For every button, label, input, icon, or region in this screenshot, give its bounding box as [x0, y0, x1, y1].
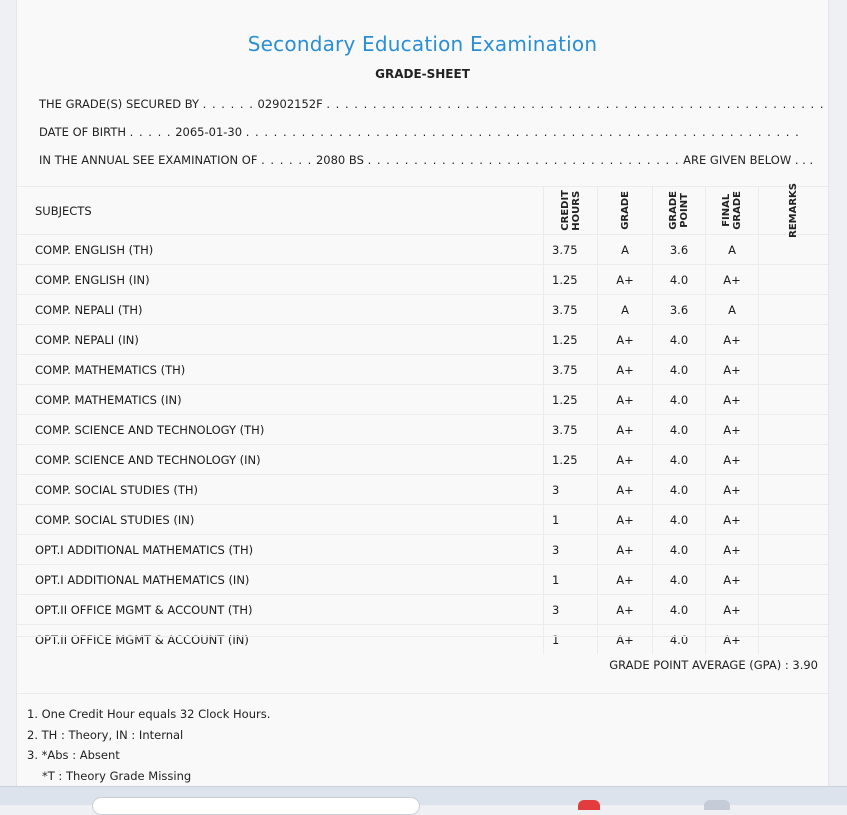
header-final-grade-line1: FINAL — [721, 193, 732, 228]
final-grade-cell: A+ — [705, 265, 758, 294]
table-row — [17, 594, 828, 624]
table-row — [17, 264, 828, 294]
grade-cell: A+ — [597, 565, 652, 594]
final-grade-cell: A+ — [705, 385, 758, 414]
grade-cell: A+ — [597, 355, 652, 384]
notes — [27, 704, 270, 786]
credit-hours-cell: 3 — [543, 475, 597, 504]
dots: . . . . . . — [261, 153, 313, 167]
credit-hours-cell: 3.75 — [543, 415, 597, 444]
gpa-label: GRADE POINT AVERAGE (GPA) : — [609, 658, 789, 672]
final-grade-cell: A+ — [705, 565, 758, 594]
exam-label: IN THE ANNUAL SEE EXAMINATION OF — [39, 153, 258, 167]
final-grade-cell: A+ — [705, 355, 758, 384]
credit-hours-cell: 1.25 — [543, 445, 597, 474]
page-title: Secondary Education Examination — [247, 32, 598, 56]
final-grade-cell: A+ — [705, 445, 758, 474]
grade-cell: A+ — [597, 595, 652, 624]
credit-hours-cell: 3.75 — [543, 295, 597, 324]
subject-cell: OPT.I ADDITIONAL MATHEMATICS (TH) — [35, 542, 254, 557]
remarks-cell — [758, 385, 827, 414]
header-credit-hours-cell — [543, 187, 597, 234]
subject-cell: COMP. NEPALI (TH) — [35, 302, 143, 317]
grade-point-cell: 4.0 — [652, 265, 705, 294]
header-final-grade-cell — [705, 187, 758, 234]
table-row — [17, 354, 828, 384]
remarks-cell — [758, 475, 827, 504]
table-row — [17, 624, 828, 654]
gpa-line — [609, 658, 818, 672]
credit-hours-cell: 1 — [543, 505, 597, 534]
subject-cell: OPT.II OFFICE MGMT & ACCOUNT (IN) — [35, 632, 249, 647]
divider — [17, 693, 828, 694]
remarks-cell — [758, 325, 827, 354]
table-row — [17, 564, 828, 594]
credit-hours-cell: 3.75 — [543, 235, 597, 264]
credit-hours-cell: 3.75 — [543, 355, 597, 384]
header-remarks: REMARKS — [787, 183, 799, 238]
info-exam — [39, 153, 813, 167]
grade-point-cell: 4.0 — [652, 355, 705, 384]
browser-bottom-bar — [0, 786, 847, 805]
grade-cell: A+ — [597, 265, 652, 294]
grade-point-cell: 4.0 — [652, 385, 705, 414]
final-grade-cell: A+ — [705, 475, 758, 504]
grade-point-cell: 4.0 — [652, 505, 705, 534]
grade-point-cell: 4.0 — [652, 535, 705, 564]
grade-point-cell: 4.0 — [652, 445, 705, 474]
exam-value: 2080 BS — [315, 153, 364, 167]
grade-cell: A+ — [597, 505, 652, 534]
header-grade-point-line2: POINT — [679, 193, 690, 228]
table-row — [17, 294, 828, 324]
grade-cell: A — [597, 295, 652, 324]
note-item: *T : Theory Grade Missing — [42, 768, 192, 783]
remarks-cell — [758, 415, 827, 444]
final-grade-cell: A+ — [705, 505, 758, 534]
header-grade-point-cell — [652, 187, 705, 234]
dots: . . . . . . . . . . . . . . . . . . . . . . . . . . . . . . . . . . . . . . . . . . . . . . . . . . . . . . . . . . . . — [245, 125, 800, 139]
table-row — [17, 474, 828, 504]
header-subjects: SUBJECTS — [35, 203, 92, 218]
info-dob — [39, 125, 800, 139]
grade-cell: A+ — [597, 385, 652, 414]
grade-point-cell: 4.0 — [652, 475, 705, 504]
subject-cell: COMP. ENGLISH (IN) — [35, 272, 150, 287]
remarks-cell — [758, 625, 827, 654]
exam-suffix: ARE GIVEN BELOW . . . — [683, 153, 814, 167]
header-credit-hours — [560, 190, 582, 231]
remarks-cell — [758, 505, 827, 534]
subject-cell: OPT.II OFFICE MGMT & ACCOUNT (TH) — [35, 602, 253, 617]
subject-cell: COMP. ENGLISH (TH) — [35, 242, 154, 257]
remarks-cell — [758, 535, 827, 564]
dots: . . . . . . — [202, 97, 254, 111]
final-grade-cell: A — [705, 295, 758, 324]
grade-sheet — [16, 0, 829, 786]
credit-hours-cell: 1 — [543, 565, 597, 594]
final-grade-cell: A+ — [705, 535, 758, 564]
header-grade-point — [668, 191, 690, 230]
remarks-cell — [758, 595, 827, 624]
header-credit-hours-line1: CREDIT — [559, 190, 571, 231]
dots: . . . . . — [129, 125, 172, 139]
dob-value: 2065-01-30 — [175, 125, 243, 139]
subject-cell: COMP. MATHEMATICS (TH) — [35, 362, 186, 377]
header-grade: GRADE — [619, 191, 631, 230]
subject-cell: COMP. MATHEMATICS (IN) — [35, 392, 182, 407]
secured-by-value: 02902152F — [257, 97, 323, 111]
credit-hours-cell: 1.25 — [543, 325, 597, 354]
secured-by-label: THE GRADE(S) SECURED BY — [39, 97, 200, 111]
dob-label: DATE OF BIRTH — [39, 125, 127, 139]
taskbar-search-box[interactable] — [92, 797, 420, 815]
final-grade-cell: A+ — [705, 595, 758, 624]
credit-hours-cell: 3 — [543, 595, 597, 624]
remarks-cell — [758, 355, 827, 384]
credit-hours-cell: 1 — [543, 625, 597, 654]
note-item: 2. TH : Theory, IN : Internal — [27, 727, 184, 742]
table-row — [17, 534, 828, 564]
grade-cell: A+ — [597, 415, 652, 444]
grade-cell: A+ — [597, 445, 652, 474]
info-secured-by — [39, 97, 825, 111]
grade-point-cell: 3.6 — [652, 295, 705, 324]
remarks-cell — [758, 265, 827, 294]
table-row — [17, 324, 828, 354]
grade-point-cell: 4.0 — [652, 325, 705, 354]
remarks-cell — [758, 445, 827, 474]
dots: . . . . . . . . . . . . . . . . . . . . . . . . . . . . . . . . . . . . . . . . . . . . . . . . . . . . . . — [326, 97, 825, 111]
grades-table — [17, 183, 828, 654]
gpa-value: 3.90 — [792, 658, 818, 672]
subject-cell: OPT.I ADDITIONAL MATHEMATICS (IN) — [35, 572, 250, 587]
subject-cell: COMP. SOCIAL STUDIES (IN) — [35, 512, 195, 527]
subject-cell: COMP. SOCIAL STUDIES (TH) — [35, 482, 199, 497]
note-item: 3. *Abs : Absent — [27, 748, 120, 762]
taskbar-app-icon[interactable] — [704, 800, 730, 810]
header-grade-cell — [597, 187, 652, 234]
table-row — [17, 414, 828, 444]
grade-cell: A+ — [597, 325, 652, 354]
grade-point-cell: 4.0 — [652, 595, 705, 624]
header-grade-point-line1: GRADE — [668, 191, 679, 230]
header-credit-hours-line2: HOURS — [570, 190, 582, 231]
header-final-grade — [721, 191, 743, 230]
subject-cell: COMP. SCIENCE AND TECHNOLOGY (IN) — [35, 452, 261, 467]
final-grade-cell: A+ — [705, 325, 758, 354]
remarks-cell — [758, 565, 827, 594]
grade-cell: A+ — [597, 475, 652, 504]
table-row — [17, 504, 828, 534]
subject-cell: COMP. SCIENCE AND TECHNOLOGY (TH) — [35, 422, 265, 437]
table-row — [17, 384, 828, 414]
table-body — [17, 234, 828, 654]
remarks-cell — [758, 235, 827, 264]
subject-cell: COMP. NEPALI (IN) — [35, 332, 139, 347]
final-grade-cell: A+ — [705, 625, 758, 654]
divider — [17, 636, 828, 637]
grade-point-cell: 4.0 — [652, 565, 705, 594]
page-subtitle: GRADE-SHEET — [375, 67, 470, 81]
dots: . . . . . . . . . . . . . . . . . . . . . . . . . . . . . . . . . . — [367, 153, 680, 167]
final-grade-cell: A — [705, 235, 758, 264]
table-row — [17, 444, 828, 474]
credit-hours-cell: 1.25 — [543, 265, 597, 294]
grade-cell: A — [597, 235, 652, 264]
grade-point-cell: 4.0 — [652, 415, 705, 444]
credit-hours-cell: 3 — [543, 535, 597, 564]
header-final-grade-line2: GRADE — [732, 191, 743, 230]
note-item: 1. One Credit Hour equals 32 Clock Hours. — [27, 707, 271, 721]
grade-point-cell: 4.0 — [652, 625, 705, 654]
remarks-cell — [758, 295, 827, 324]
final-grade-cell: A+ — [705, 415, 758, 444]
grade-cell: A+ — [597, 535, 652, 564]
credit-hours-cell: 1.25 — [543, 385, 597, 414]
table-header-row — [17, 183, 828, 238]
grade-cell: A+ — [597, 625, 652, 654]
header-remarks-cell — [758, 183, 827, 238]
table-row — [17, 234, 828, 264]
grade-point-cell: 3.6 — [652, 235, 705, 264]
taskbar-app-icon[interactable] — [578, 800, 600, 810]
